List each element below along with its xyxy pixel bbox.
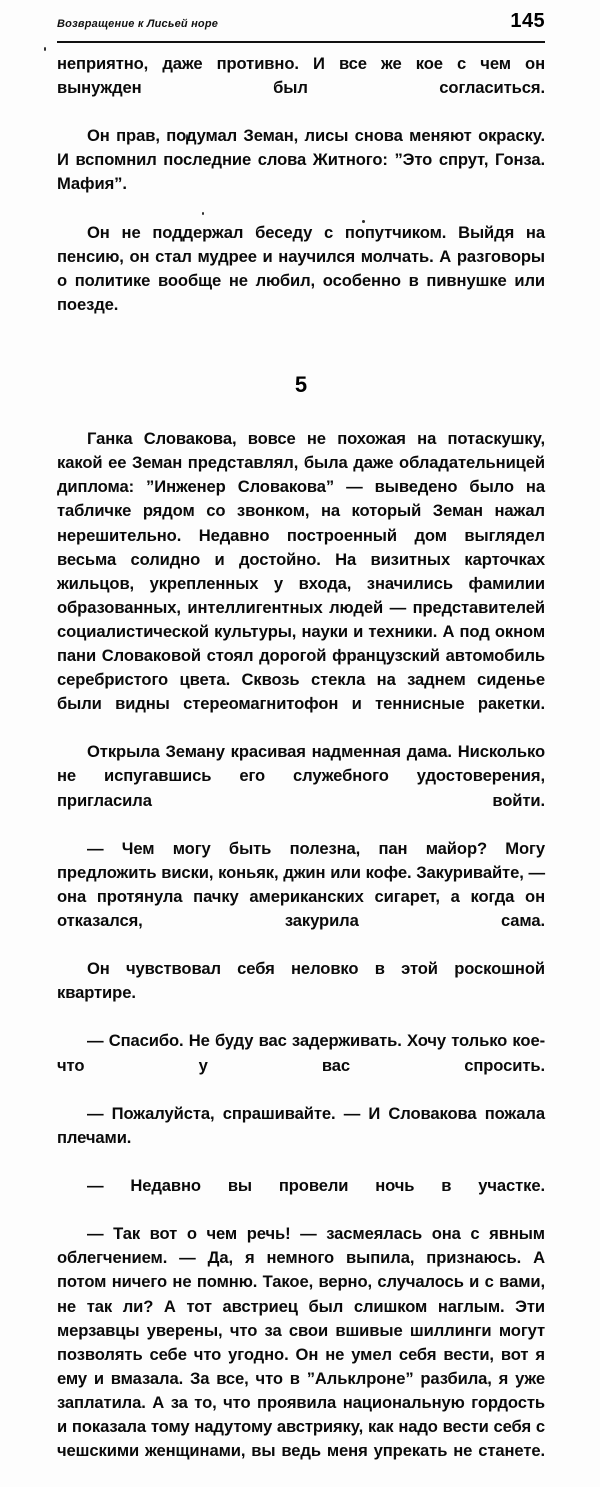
header-rule	[57, 41, 545, 43]
scan-speck-icon	[44, 47, 46, 51]
running-header	[57, 10, 545, 42]
paragraph: — Так вот о чем речь! — засмеялась она с явным облегчением. — Да, я немного выпила, признаюсь. А потом ничего не помню. Такое, верно, случалось и с вами, не так ли? А тот австриец был слишком наглым. Эти мерзавцы уверены, что за свои вшивые шиллинги могут позволять себе что угодно. Он не умел себя вести, вот я ему и вмазала. За все, что в ”Альклроне” разбила, я уже заплатила. А за то, что проявила национальную гордость и показала тому надутому австрияку, как надо вести себя с чешскими женщинами, вы ведь меня упрекать не станете.	[57, 1224, 545, 1461]
paragraph: Ганка Словакова, вовсе не похожая на потаскушку, какой ее Земан представлял, была даже обладательницей диплома: ”Инженер Словакова” — выведено было на табличке рядом со звонком, на который Земан нажал нерешительно. Недавно построенный дом выглядел весьма солидно и достойно. На визитных карточках жильцов, укрепленных у входа, значились фамилии образованных, интеллигентных людей — представителей социалистической культуры, науки и техники. А под окном пани Словаковой стоял дорогой французский автомобиль серебристого цвета. Сквозь стекла на заднем сиденье были видны стереомагнитофон и теннисные ракетки.	[57, 429, 545, 714]
paragraph: неприятно, даже противно. И все же кое с чем он вынужден был согласиться.	[57, 54, 545, 98]
paragraph: — Чем могу быть полезна, пан майор? Могу предложить виски, коньяк, джин или кофе. Закуривайте, — она протянула пачку американских сигарет, а когда он отказался, закурила сама.	[57, 838, 545, 930]
paragraph: — Недавно вы провели ночь в участке.	[87, 1176, 545, 1196]
text-column	[57, 52, 545, 1487]
paragraph: Он чувствовал себя неловко в этой роскошной квартире.	[57, 959, 545, 1003]
paragraph: Открыла Земану красивая надменная дама. Нисколько не испугавшись его служебного удостоверения, пригласила войти.	[57, 742, 545, 810]
paragraph: — Пожалуйста, спрашивайте. — И Словакова пожала плечами.	[57, 1103, 545, 1147]
chapter-heading-block	[57, 341, 545, 427]
paragraph: Он прав, подумал Земан, лисы снова меняют окраску. И вспомнил последние слова Житного: ”Это спрут, Гонза. Мафия”.	[57, 126, 545, 194]
running-header-title: Возвращение к Лисьей норе	[57, 18, 219, 30]
paragraph: — Спасибо. Не буду вас задерживать. Хочу только кое-что у вас спросить.	[57, 1031, 545, 1075]
paragraph: Он не поддержал беседу с попутчиком. Выйдя на пенсию, он стал мудрее и научился молчать. А разговоры о политике вообще не любил, особенно в пивнушке или поезде.	[57, 222, 545, 314]
chapter-number: 5	[294, 372, 308, 398]
page-number: 145	[510, 10, 545, 32]
